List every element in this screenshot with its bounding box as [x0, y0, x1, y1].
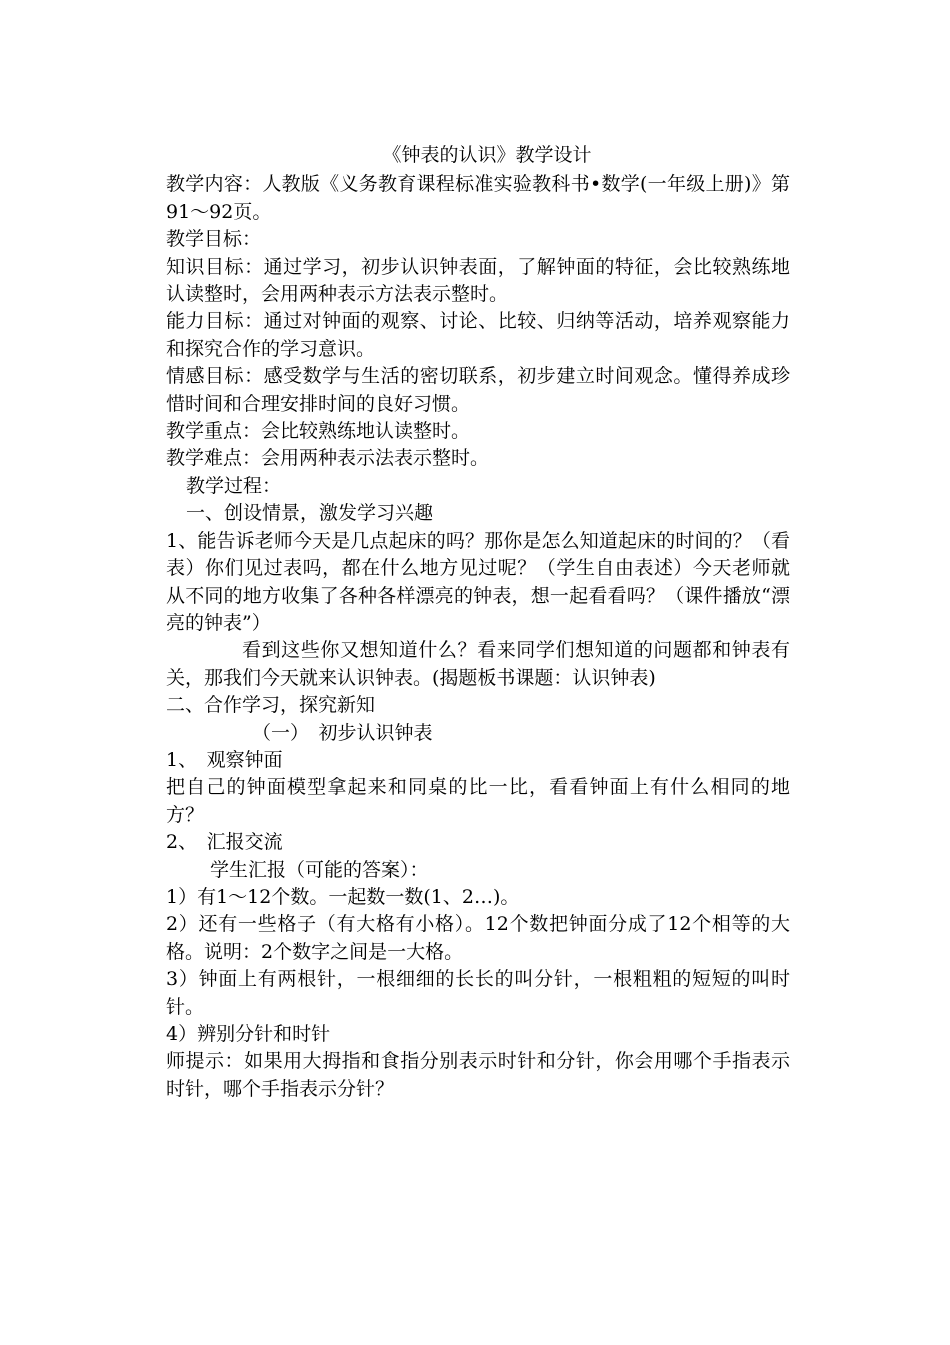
student-report-intro: 学生汇报（可能的答案）： [210, 858, 429, 881]
section-one-paragraph-2: 看到这些你又想知道什么？看来同学们想知道的问题都和钟表有关，那我们今天就来认识钟表。(揭题板书课题：认识钟表) [166, 639, 790, 689]
section-two-heading: 二、合作学习，探究新知 [166, 694, 376, 717]
emotion-goal: 情感目标：感受数学与生活的密切联系，初步建立时间观念。懂得养成珍惜时间和合理安排时间的良好习惯。 [166, 365, 790, 415]
teaching-content: 教学内容：人教版《义务教育课程标准实验教科书•数学(一年级上册)》第91～92页。 [166, 173, 790, 223]
teacher-hint: 师提示：如果用大拇指和食指分别表示时针和分针，你会用哪个手指表示时针，哪个手指表示分针？ [166, 1050, 790, 1100]
step-report-heading: 2、 汇报交流 [166, 831, 283, 854]
answer-1: 1）有1～12个数。一起数一数(1、2…)。 [166, 885, 520, 908]
step-observe-text: 把自己的钟面模型拿起来和同桌的比一比，看看钟面上有什么相同的地方？ [166, 776, 790, 826]
answer-4: 4）辨别分针和时针 [166, 1023, 331, 1045]
section-one-heading: 一、创设情景，激发学习兴趣 [186, 502, 434, 525]
subsection-heading: （一） 初步认识钟表 [252, 721, 433, 744]
knowledge-goal: 知识目标：通过学习，初步认识钟表面，了解钟面的特征，会比较熟练地认读整时，会用两种表示方法表示整时。 [166, 255, 790, 306]
step-observe-heading: 1、 观察钟面 [166, 748, 283, 771]
teaching-goals-heading: 教学目标： [166, 228, 262, 251]
teaching-difficulty: 教学难点：会用两种表示法表示整时。 [166, 447, 490, 470]
teaching-focus: 教学重点：会比较熟练地认读整时。 [166, 420, 471, 443]
teaching-process-heading: 教学过程： [186, 474, 282, 497]
document-title: 《钟表的认识》教学设计 [382, 144, 592, 166]
answer-3: 3）钟面上有两根针，一根细细的长长的叫分针，一根粗粗的短短的叫时针。 [166, 968, 790, 1018]
ability-goal: 能力目标：通过对钟面的观察、讨论、比较、归纳等活动，培养观察能力和探究合作的学习意识。 [166, 310, 790, 360]
document-page [166, 142, 790, 1103]
answer-2: 2）还有一些格子（有大格有小格）。12个数把钟面分成了12个相等的大格。说明：2个数字之间是一大格。 [166, 913, 790, 963]
section-one-paragraph-1: 1、能告诉老师今天是几点起床的吗？那你是怎么知道起床的时间的？（看表）你们见过表吗，都在什么地方见过呢？（学生自由表述）今天老师就从不同的地方收集了各种各样漂亮的钟表，想一起看看吗？（课件播放“漂亮的钟表”） [166, 529, 790, 634]
